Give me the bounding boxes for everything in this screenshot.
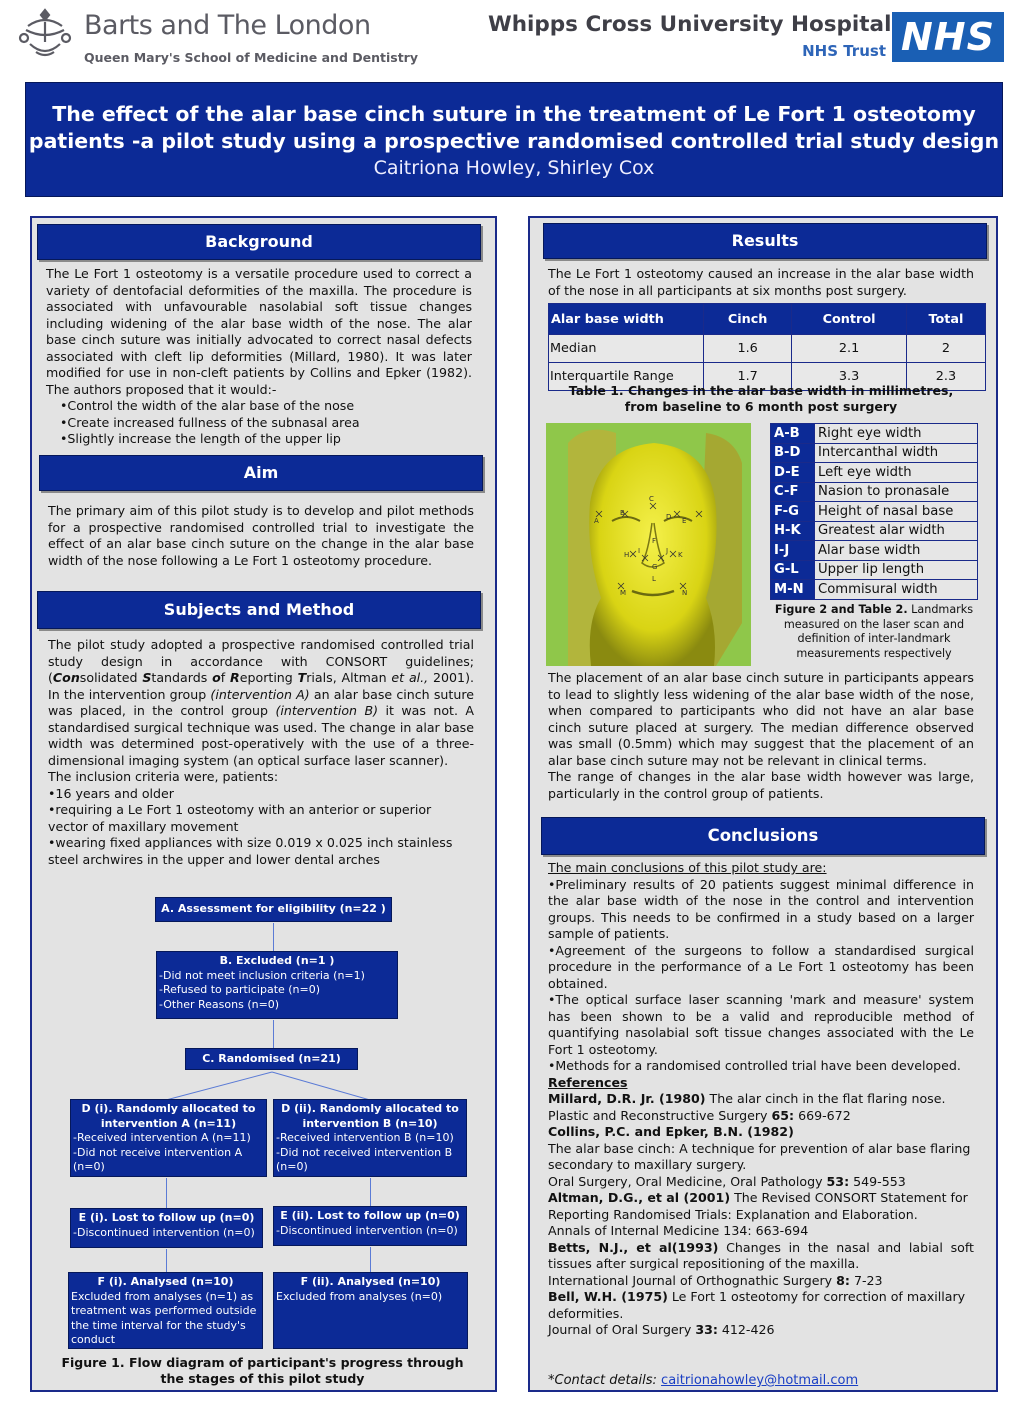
landmark-table: [770, 423, 978, 600]
consort-r: R: [230, 670, 240, 685]
conclusion-item: •The optical surface laser scanning 'mark and measure' system has been shown to be a valid and reproducible method of quantifying nasolabial soft tissue changes associated with the Le Fort 1 osteotomy.: [548, 992, 974, 1057]
consort-year: 2001).: [428, 670, 474, 685]
table-row: [771, 482, 978, 502]
landmark-definition: Commisural width: [815, 580, 978, 600]
criteria-item: •requiring a Le Fort 1 osteotomy with an anterior or superior vector of maxillary movement: [48, 802, 432, 834]
laser-scan-face-image: [546, 423, 751, 666]
consort-solidated: solidated: [79, 670, 143, 685]
flow-branch-arrows: [150, 1070, 400, 1102]
conclusions-intro: The main conclusions of this pilot study are:: [548, 860, 827, 875]
flow-d2-line: -Received intervention B (n=10): [276, 1131, 454, 1144]
method-text-b: In the intervention group: [48, 686, 211, 702]
table-header-cell: Alar base width: [549, 304, 704, 335]
conclusions-section: [548, 860, 974, 1339]
flow-e1-heading: E (i). Lost to follow up (n=0): [78, 1211, 255, 1224]
reference-item: [548, 1091, 974, 1108]
landmark-code: A-B: [771, 424, 815, 444]
reference-author: Millard, D.R. Jr. (1980): [548, 1091, 706, 1106]
reference-pages: 7-23: [849, 1272, 883, 1288]
reference-journal-name: Plastic and Reconstructive Surgery: [548, 1107, 772, 1123]
landmark-label-l: L: [652, 575, 656, 583]
consort-o: o: [212, 670, 221, 685]
landmark-definition: Height of nasal base: [815, 502, 978, 522]
landmark-label-d: D: [666, 513, 672, 521]
intervention-a-label: (intervention A): [210, 686, 310, 702]
flow-box-e1: [70, 1208, 263, 1248]
reference-title: The alar base cinch: A technique for prevention of alar base flaring secondary to maxillary surgery.: [548, 1140, 971, 1172]
reference-author: Bell, W.H. (1975): [548, 1289, 668, 1304]
flow-box-d2: [273, 1099, 467, 1177]
figure-2-caption: [772, 603, 976, 661]
crest-icon: [14, 4, 76, 62]
reference-journal: Annals of Internal Medicine 134: 663-694: [548, 1223, 809, 1238]
flow-d2-heading: D (ii). Randomly allocated to intervention B (n=10): [281, 1102, 459, 1130]
flow-box-f2: [273, 1272, 468, 1349]
landmark-code: D-E: [771, 463, 815, 483]
reference-volume: 53:: [826, 1173, 850, 1189]
background-bullet: •Slightly increase the length of the upper lip: [60, 431, 341, 446]
reference-journal: [548, 1174, 974, 1191]
flow-f1-heading: F (i). Analysed (n=10): [97, 1275, 234, 1288]
method-text-d: it was not. A standardised surgical technique was used. The change in alar base width was determined post-operatively with the use of a three-dimensional imaging system (an optical surface laser scanner).: [48, 703, 475, 768]
background-bullet: •Create increased fullness of the subnasal area: [60, 414, 360, 430]
landmark-code: C-F: [771, 482, 815, 502]
flow-box-f1: [68, 1272, 263, 1349]
reference-pages: 669-672: [794, 1107, 851, 1123]
flow-arrow: [370, 1247, 371, 1272]
flow-e2-heading: E (ii). Lost to follow up (n=0): [280, 1209, 460, 1222]
barts-logo: [14, 4, 418, 66]
landmark-definition: Upper lip length: [815, 560, 978, 580]
reference-journal: [548, 1108, 974, 1125]
right-logo-subtitle: NHS Trust: [802, 42, 886, 60]
background-heading: Background: [37, 224, 481, 260]
table-cell: 2.3: [906, 363, 985, 391]
reference-author: Collins, P.C. and Epker, B.N. (1982): [548, 1124, 794, 1139]
landmark-definition: Alar base width: [815, 541, 978, 561]
reference-title: The Revised CONSORT Statement for Reporting Randomised Trials: Explanation and Elaboration.: [548, 1190, 968, 1222]
title-banner: [25, 82, 1003, 197]
reference-pages: 412-426: [717, 1322, 775, 1337]
consort-f: f: [220, 670, 231, 685]
flow-d1-line: -Received intervention A (n=11): [73, 1131, 251, 1144]
flow-box-e2: [273, 1206, 467, 1246]
flow-arrow: [370, 1178, 371, 1206]
table-header-cell: Total: [906, 304, 985, 335]
poster-title: [26, 101, 1002, 155]
flow-c-text: C. Randomised (n=21): [202, 1052, 341, 1065]
flow-d1-heading: D (i). Randomly allocated to intervention A (n=11): [81, 1102, 256, 1130]
landmark-code: G-L: [771, 560, 815, 580]
method-text-c: an alar base cinch suture was placed, in the control group: [48, 686, 474, 718]
table-row: [771, 424, 978, 444]
flow-d2-line: -Did not received intervention B (n=0): [276, 1145, 453, 1173]
reference-journal-name: Oral Surgery, Oral Medicine, Oral Pathology: [548, 1173, 827, 1189]
flow-box-d1: [70, 1099, 267, 1177]
consort-t: T: [297, 670, 307, 685]
flow-b-line: -Other Reasons (n=0): [159, 997, 280, 1011]
reference-author: Betts, N.J., et al(1993): [548, 1239, 719, 1255]
landmark-label-b: B: [620, 509, 625, 517]
reference-item: [548, 1289, 974, 1322]
aim-text: The primary aim of this pilot study is to develop and pilot methods for a prospective randomised controlled trial to investigate the effect of an alar base cinch suture on the change in the alar base width of the nose following a Le Fort 1 osteotomy procedure.: [48, 503, 474, 568]
reference-author: Altman, D.G., et al (2001): [548, 1190, 731, 1205]
reference-item: [548, 1124, 974, 1141]
poster-title-line-2: patients -a pilot study using a prospective randomised controlled trial study design: [28, 129, 1000, 153]
left-logo-name: Barts and The London: [84, 10, 371, 41]
landmark-definition: Left eye width: [815, 463, 978, 483]
table-cell: 2.1: [792, 335, 907, 363]
table-row: [771, 443, 978, 463]
landmark-code: H-K: [771, 521, 815, 541]
criteria-item: •16 years and older: [48, 785, 174, 801]
table-cell: 1.7: [704, 363, 792, 391]
table-cell: 2: [906, 335, 985, 363]
landmark-code: B-D: [771, 443, 815, 463]
left-logo-subtitle: Queen Mary's School of Medicine and Dentistry: [84, 50, 418, 65]
table-row: [771, 580, 978, 600]
landmark-label-f: F: [652, 537, 657, 545]
criteria-intro: The inclusion criteria were, patients:: [48, 769, 279, 784]
table-header-cell: Control: [792, 304, 907, 335]
reference-journal-name: International Journal of Orthognathic Surgery: [548, 1272, 837, 1288]
table-row: [771, 502, 978, 522]
flow-arrow: [273, 923, 274, 951]
right-logo-name: Whipps Cross University Hospital: [488, 12, 892, 37]
reference-item: [548, 1190, 974, 1223]
landmark-label-e: E: [682, 517, 687, 525]
reference-journal: [548, 1322, 974, 1339]
table-header-row: [549, 304, 986, 335]
consort-tandards: tandards: [151, 670, 213, 685]
whipps-cross-logo: [488, 12, 1008, 64]
landmark-code: M-N: [771, 580, 815, 600]
flow-f2-line: Excluded from analyses (n=0): [276, 1289, 443, 1303]
table-1-caption: Table 1. Changes in the alar base width in millimetres, from baseline to 6 month post surgery: [568, 383, 954, 414]
flow-arrow: [166, 1178, 167, 1208]
references-heading: References: [548, 1074, 628, 1090]
flow-b-heading: B. Excluded (n=1 ): [219, 954, 335, 967]
landmark-label-n: N: [682, 589, 688, 597]
figure-1-caption: Figure 1. Flow diagram of participant's progress through the stages of this pilot study: [61, 1355, 464, 1386]
landmark-code: I-J: [771, 541, 815, 561]
table-row: [771, 463, 978, 483]
flow-box-b: [156, 951, 398, 1019]
table-cell: 1.6: [704, 335, 792, 363]
poster-title-line-1: The effect of the alar base cinch suture in the treatment of Le Fort 1 osteotomy: [52, 102, 976, 126]
reference-volume: 8:: [836, 1272, 850, 1288]
landmark-code: F-G: [771, 502, 815, 522]
figure-2-caption-bold: Figure 2 and Table 2.: [774, 603, 908, 616]
background-text: The Le Fort 1 osteotomy is a versatile procedure used to correct a variety of dentofacial deformities of the maxilla. The procedure is associated with unfavourable nasolabial soft tissue changes including widening of the alar base width of the nose. The alar base cinch suture was initially advocated to correct nasal defects associated with cleft lip deformities (Millard, 1980). It was later modified for use in non-cleft patients by Collins and Epker (1982). The authors proposed that it would:-: [46, 266, 472, 397]
reference-journal-name: Journal of Oral Surgery: [548, 1322, 696, 1337]
conclusion-item: •Preliminary results of 20 patients suggest minimal difference in the alar base width of the nose in the control and intervention groups. This needs to be confirmed in a study based on a larger sample of patients.: [548, 876, 974, 941]
results-discussion: [548, 670, 974, 802]
nhs-logo: NHS: [892, 12, 1004, 62]
conclusions-heading: Conclusions: [541, 817, 985, 855]
table-row: [771, 521, 978, 541]
conclusion-item: •Agreement of the surgeons to follow a standardised surgical procedure in the performance of a Le Fort 1 osteotomy has been obtained.: [548, 942, 974, 991]
reference-pages: 549-553: [849, 1173, 906, 1189]
landmark-label-i: I: [638, 547, 641, 555]
face-scan-illustration: [546, 423, 751, 666]
flow-a-text: A. Assessment for eligibility (n=22 ): [161, 902, 386, 915]
reference-volume: 33:: [695, 1322, 718, 1337]
reference-title: The alar cinch in the flat flaring nose.: [705, 1091, 946, 1106]
results-discussion-2: The range of changes in the alar base width however was large, particularly in the control group of patients.: [548, 769, 974, 801]
reference-journal: [548, 1273, 974, 1290]
landmark-definition: Greatest alar width: [815, 521, 978, 541]
criteria-item: •wearing fixed appliances with size 0.019 x 0.025 inch stainless steel archwires in the upper and lower dental arches: [48, 835, 453, 867]
contact-email-link[interactable]: caitrionahowley@hotmail.com: [661, 1373, 859, 1388]
table-header-cell: Cinch: [704, 304, 792, 335]
consort-eporting: eporting: [239, 670, 298, 685]
table-row: [549, 335, 986, 363]
method-text-a: The pilot study adopted a prospective randomised controlled trial study design in accordance with CONSORT guidelines; (: [48, 637, 474, 685]
consort-con: Con: [52, 670, 80, 685]
flow-box-c: [185, 1048, 358, 1070]
background-bullet: •Control the width of the alar base of the nose: [60, 398, 355, 413]
figure-2-caption-text: Landmarks measured on the laser scan and definition of inter-landmark measurements respectively: [783, 603, 974, 660]
landmark-label-a: A: [594, 517, 599, 525]
aim-heading: Aim: [39, 455, 483, 491]
table-cell: Median: [549, 335, 704, 363]
table-row: [771, 541, 978, 561]
table-cell: Interquartile Range: [549, 363, 704, 391]
landmark-definition: Right eye width: [815, 424, 978, 444]
contact-label: *Contact details:: [548, 1373, 662, 1388]
table-row: [771, 560, 978, 580]
flow-b-line: -Refused to participate (n=0): [159, 983, 321, 996]
method-section: [48, 637, 474, 868]
consort-etal: et al.,: [391, 670, 429, 685]
method-text: [48, 637, 474, 769]
reference-item: [548, 1240, 974, 1273]
intervention-b-label: (intervention B): [275, 703, 379, 718]
landmark-label-g: G: [652, 563, 658, 571]
flow-arrow: [273, 1020, 274, 1048]
flow-arrow: [166, 1249, 167, 1272]
flow-f2-heading: F (ii). Analysed (n=10): [300, 1275, 441, 1288]
consort-rials: rials, Altman: [306, 670, 392, 685]
background-section: [46, 266, 472, 448]
flow-box-a: [155, 897, 392, 922]
landmark-label-k: K: [678, 551, 683, 559]
results-intro: The Le Fort 1 osteotomy caused an increase in the alar base width of the nose in all participants at six months post surgery.: [548, 266, 974, 298]
landmark-label-h: H: [624, 551, 630, 559]
landmark-label-c: C: [649, 495, 654, 503]
landmark-label-j: J: [666, 547, 669, 555]
reference-volume: 65:: [771, 1107, 795, 1123]
results-table: [548, 303, 986, 391]
flow-f1-line: Excluded from analyses (n=1) as treatment was performed outside the time interval for the study's conduct: [71, 1289, 257, 1346]
reference-title: Changes in the nasal and labial soft tissues after surgical repositioning of the maxilla.: [548, 1239, 974, 1271]
landmark-label-m: M: [620, 589, 627, 597]
consort-s: S: [142, 670, 152, 685]
flow-e1-line: -Discontinued intervention (n=0): [73, 1225, 255, 1239]
landmark-definition: Intercanthal width: [815, 443, 978, 463]
flow-e2-line: -Discontinued intervention (n=0): [276, 1223, 458, 1237]
landmark-definition: Nasion to pronasale: [815, 482, 978, 502]
poster-authors: Caitriona Howley, Shirley Cox: [373, 157, 655, 179]
method-heading: Subjects and Method: [37, 591, 481, 629]
contact-details: [548, 1372, 978, 1389]
table-cell: 3.3: [792, 363, 907, 391]
results-discussion-1: The placement of an alar base cinch suture in participants appears to lead to slightly less widening of the alar base width of the nose, when compared to participants who did not have an alar base cinch suture placed at surgery. The median difference observed was small (0.5mm) which may suggest that the placement of an alar base cinch suture may not be relevant in clinical terms.: [548, 670, 974, 768]
flow-d1-line: -Did not receive intervention A (n=0): [73, 1145, 243, 1173]
conclusion-item: •Methods for a randomised controlled trial have been developed.: [548, 1058, 961, 1073]
reference-title: Le Fort 1 osteotomy for correction of maxillary deformities.: [548, 1289, 966, 1321]
results-heading: Results: [543, 223, 987, 259]
flow-b-line: -Did not meet inclusion criteria (n=1): [159, 968, 365, 982]
